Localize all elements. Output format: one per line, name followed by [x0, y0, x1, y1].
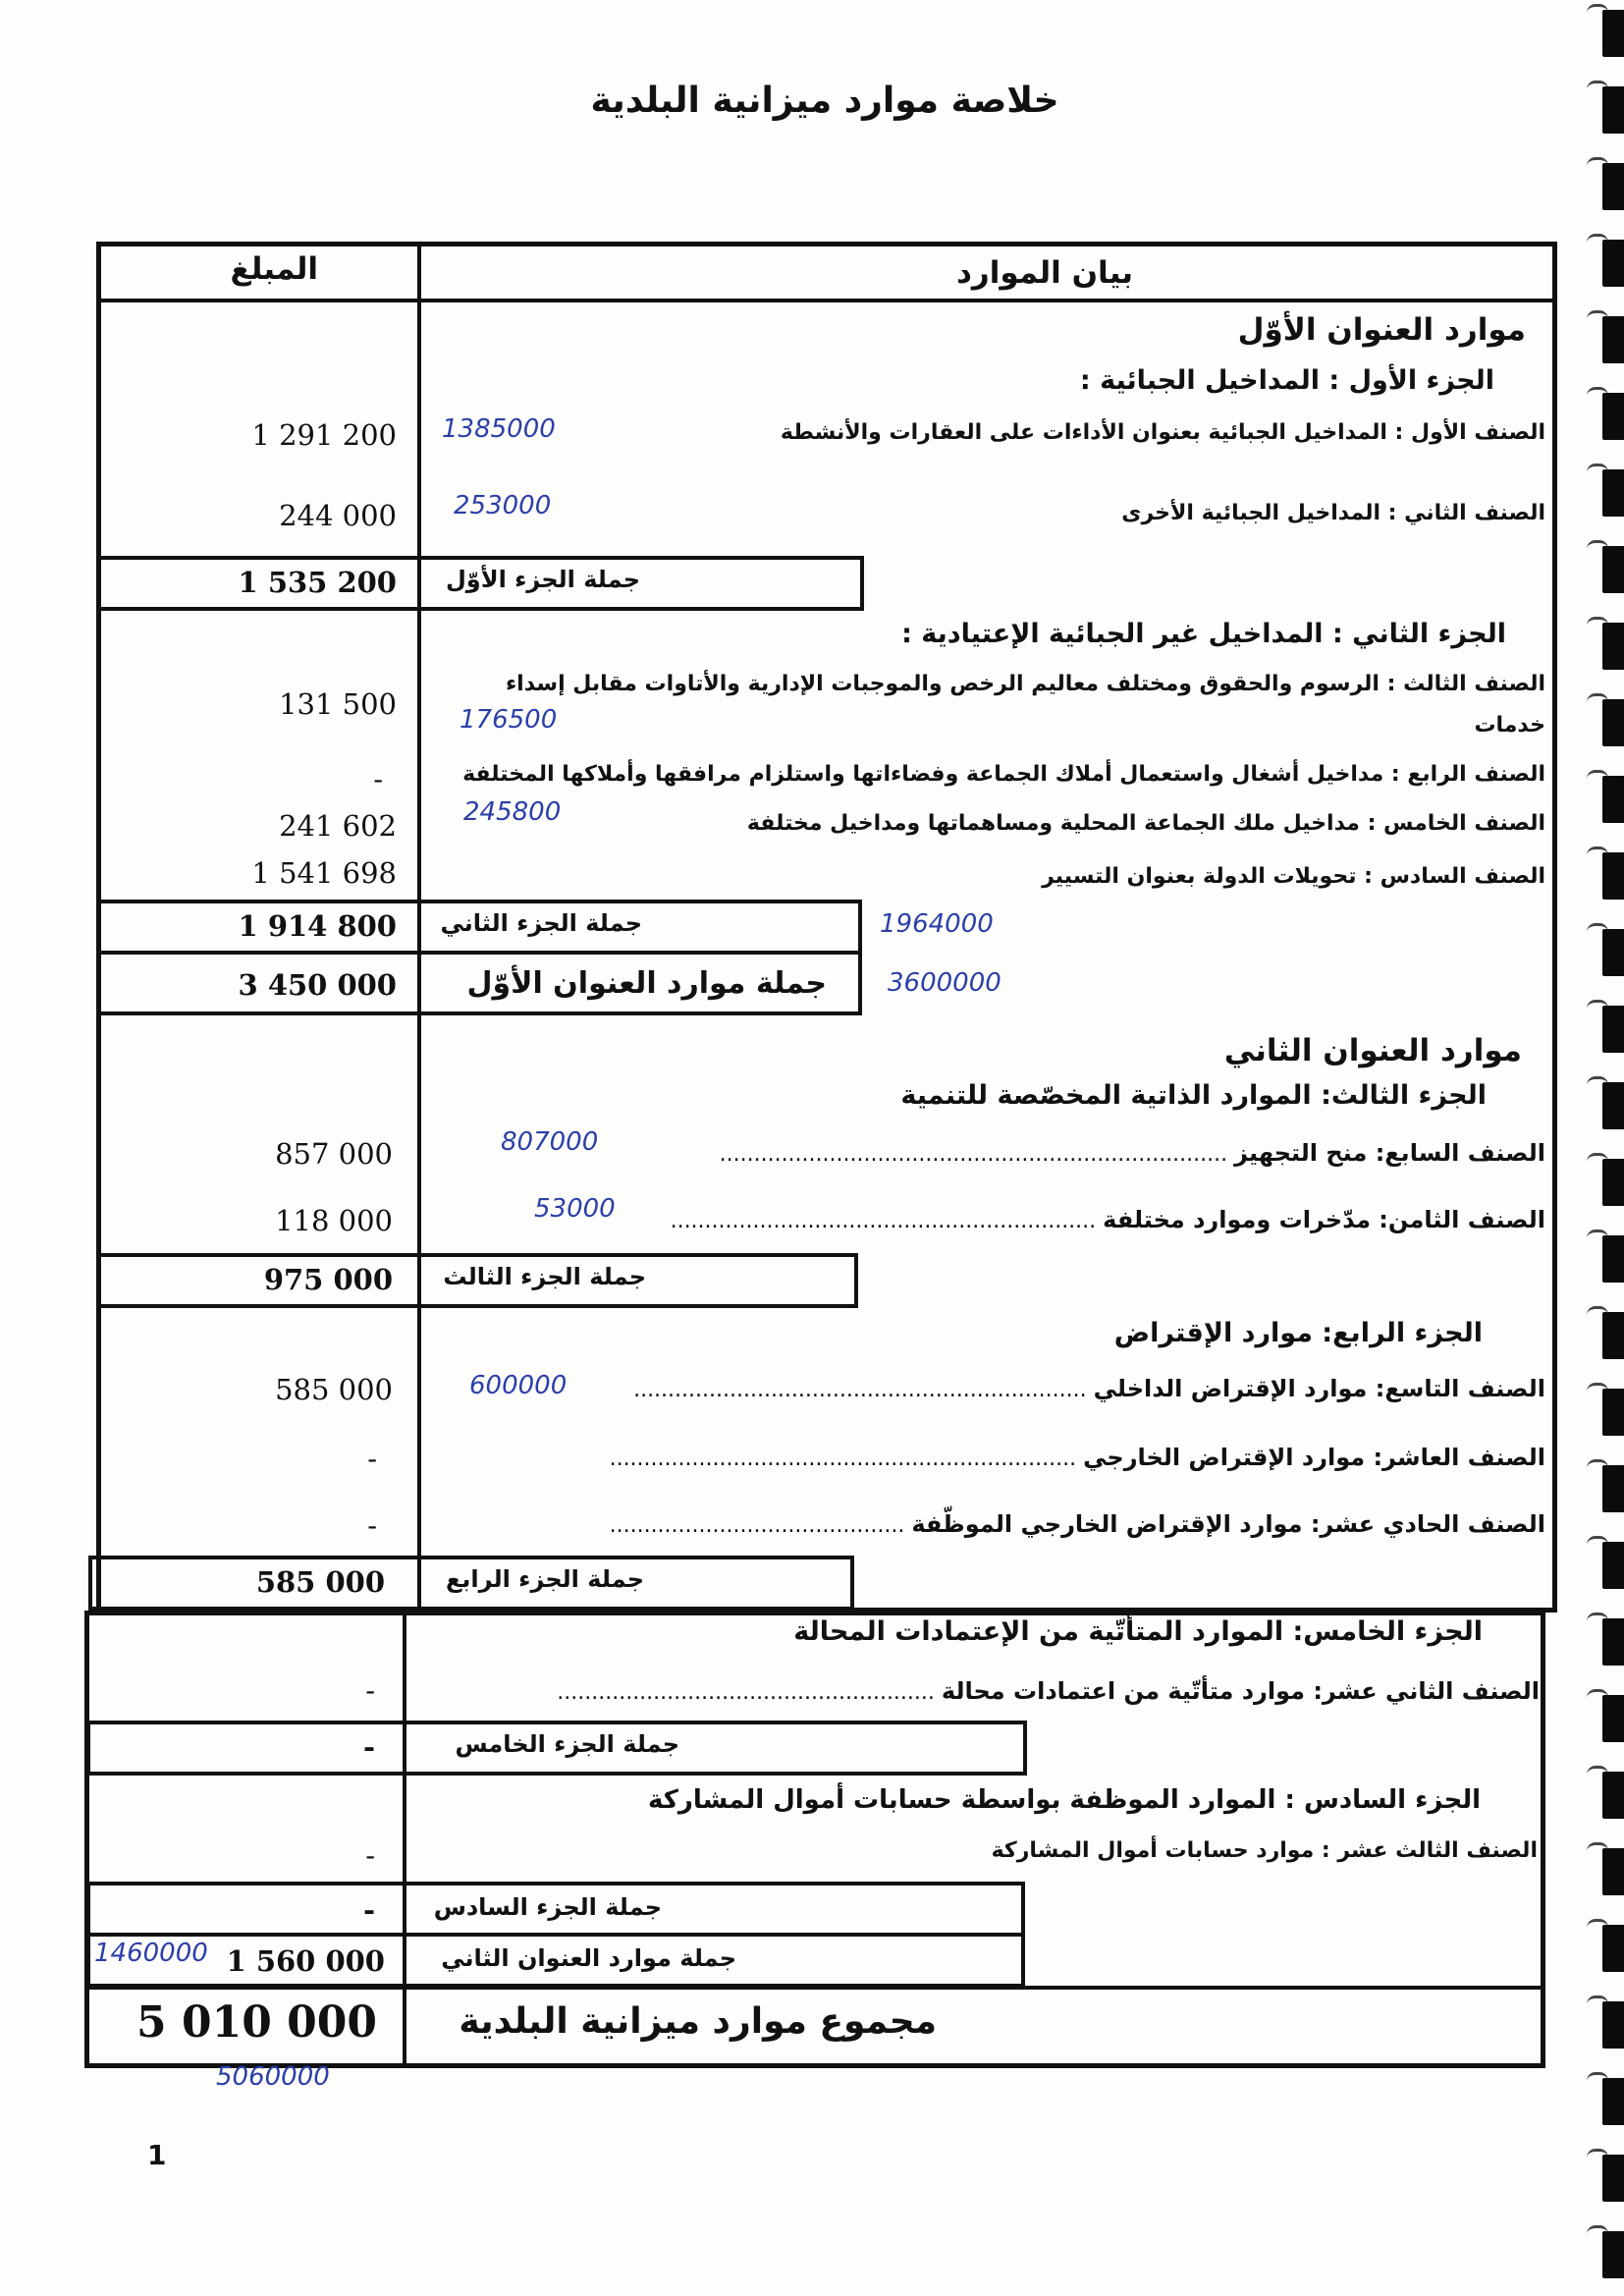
binding-wire: [1587, 1689, 1608, 1698]
class7-handwritten: 807000: [501, 1127, 599, 1157]
class7-leader-dots: ..........................................................................: [719, 1142, 1228, 1167]
part2-heading: الجزء الثاني : المداخيل غير الجبائية الإعتيادية :: [901, 619, 1506, 649]
binding-hole: [1602, 546, 1624, 593]
class12-amount: -: [365, 1673, 375, 1707]
class10-label: الصنف العاشر: موارد الإقتراض الخارجي: [1083, 1444, 1545, 1471]
title2-total-amount: 1 560 000: [226, 1944, 385, 1978]
part4-total-amount: 585 000: [255, 1565, 385, 1599]
class9-row: [633, 1375, 1545, 1402]
grand-total-label: مجموع موارد ميزانية البلدية: [459, 2001, 937, 2042]
title2-total-label: جملة موارد العنوان الثاني: [441, 1944, 736, 1972]
class2-amount: 244 000: [279, 499, 397, 532]
part4-heading: الجزء الرابع: موارد الإقتراض: [1113, 1318, 1483, 1348]
page-title: خلاصة موارد ميزانية البلدية: [590, 81, 1059, 121]
binding-hole: [1602, 469, 1624, 517]
binding-hole: [1602, 1082, 1624, 1129]
binding-wire: [1587, 2225, 1608, 2234]
class8-amount: 118 000: [275, 1204, 393, 1237]
title1-total-label: جملة موارد العنوان الأوّل: [466, 966, 827, 1001]
binding-hole: [1602, 1389, 1624, 1436]
part2-total-amount: 1 914 800: [238, 909, 397, 943]
title2-heading: موارد العنوان الثاني: [1223, 1033, 1522, 1068]
class8-row: [671, 1206, 1545, 1233]
column-header-description: بيان الموارد: [955, 255, 1133, 291]
binding-wire: [1587, 2072, 1608, 2081]
class10-amount: -: [367, 1442, 377, 1475]
class11-row: [610, 1510, 1545, 1538]
binding-wire: [1587, 1153, 1608, 1162]
class1-handwritten: 1385000: [442, 414, 556, 444]
binding-wire: [1587, 387, 1608, 396]
class2-label: الصنف الثاني : المداخيل الجبائية الأخرى: [1121, 501, 1545, 525]
column-divider: [403, 1611, 406, 2064]
part4-total-label: جملة الجزء الرابع: [446, 1565, 644, 1593]
page-number: 1: [147, 2139, 167, 2171]
binding-wire: [1587, 1842, 1608, 1851]
header-divider: [98, 299, 1555, 302]
class2-handwritten: 253000: [454, 491, 552, 520]
class1-label: الصنف الأول : المداخيل الجبائية بعنوان الأداءات على العقارات والأنشطة: [780, 420, 1545, 445]
binding-hole: [1602, 2155, 1624, 2202]
grand-total-amount: 5 010 000: [136, 1997, 377, 2048]
binding-hole: [1602, 1618, 1624, 1666]
binding-hole: [1602, 1312, 1624, 1359]
binding-hole: [1602, 852, 1624, 900]
binding-wire: [1587, 1306, 1608, 1315]
class8-handwritten: 53000: [534, 1194, 616, 1224]
part1-total-label: جملة الجزء الأوّل: [445, 566, 640, 593]
class13-amount: -: [365, 1838, 375, 1872]
binding-wire: [1587, 770, 1608, 779]
binding-wire: [1587, 1459, 1608, 1468]
part1-total-amount: 1 535 200: [238, 566, 397, 599]
binding-wire: [1587, 310, 1608, 319]
class5-amount: 241 602: [279, 809, 397, 843]
class12-row: [557, 1677, 1540, 1705]
binding-wire: [1587, 157, 1608, 166]
class9-leader-dots: ..................................................................: [633, 1378, 1087, 1402]
part6-total-label: جملة الجزء السادس: [433, 1893, 662, 1921]
binding-hole: [1602, 163, 1624, 210]
title2-total-handwritten: 1460000: [94, 1939, 208, 1968]
binding-hole: [1602, 10, 1624, 57]
binding-wire: [1587, 4, 1608, 13]
binding-hole: [1602, 2231, 1624, 2278]
binding-wire: [1587, 847, 1608, 855]
part6-total-divider: [88, 1933, 1023, 1937]
title1-total-amount: 3 450 000: [238, 968, 397, 1002]
binding-wire: [1587, 2149, 1608, 2158]
class8-label: الصنف الثامن: مدّخرات وموارد مختلفة: [1103, 1206, 1545, 1233]
class3-label-line1: الصنف الثالث : الرسوم والحقوق ومختلف معاليم الرخص والموجبات الإدارية والأتاوات مقابل إسداء: [505, 672, 1545, 696]
grand-total-handwritten: 5060000: [216, 2062, 330, 2092]
binding-hole: [1602, 240, 1624, 287]
class4-label: الصنف الرابع : مداخيل أشغال واستعمال أملاك الجماعة وفضاءاتها واستلزام مرافقها وأملاكها المختلفة: [462, 762, 1545, 787]
binding-wire: [1587, 1000, 1608, 1009]
part6-heading: الجزء السادس : الموارد الموظفة بواسطة حسابات أموال المشاركة: [647, 1785, 1481, 1815]
part2-total-handwritten: 1964000: [880, 909, 994, 939]
class9-label: الصنف التاسع: موارد الإقتراض الداخلي: [1093, 1375, 1545, 1402]
binding-wire: [1587, 1613, 1608, 1621]
binding-wire: [1587, 1383, 1608, 1392]
binding-wire: [1587, 1230, 1608, 1238]
binding-hole: [1602, 1542, 1624, 1589]
part2-total-label: جملة الجزء الثاني: [440, 909, 642, 937]
binding-hole: [1602, 699, 1624, 746]
class11-leader-dots: ...........................................: [609, 1513, 905, 1538]
binding-wire: [1587, 234, 1608, 243]
binding-hole: [1602, 1695, 1624, 1742]
class8-leader-dots: ..............................................................: [670, 1209, 1097, 1233]
binding-hole: [1602, 1848, 1624, 1895]
class11-amount: -: [367, 1508, 377, 1542]
class7-amount: 857 000: [275, 1137, 393, 1171]
binding-hole: [1602, 776, 1624, 823]
binding-hole: [1602, 2078, 1624, 2125]
binding-wire: [1587, 464, 1608, 472]
class3-label-line2: خدمات: [1474, 713, 1545, 738]
part6-total-amount: -: [362, 1893, 375, 1927]
part5-heading: الجزء الخامس: الموارد المتأتّية من الإعتمادات المحالة: [793, 1616, 1483, 1647]
class4-amount: -: [373, 762, 383, 795]
class3-amount: 131 500: [279, 687, 397, 721]
part3-total-label: جملة الجزء الثالث: [443, 1263, 646, 1290]
class11-label: الصنف الحادي عشر: موارد الإقتراض الخارجي الموظّفة: [911, 1510, 1545, 1538]
binding-hole: [1602, 623, 1624, 670]
class6-label: الصنف السادس : تحويلات الدولة بعنوان التسيير: [1042, 864, 1545, 889]
binding-hole: [1602, 1235, 1624, 1283]
column-header-amount: المبلغ: [230, 251, 318, 287]
class1-amount: 1 291 200: [251, 418, 397, 452]
class9-amount: 585 000: [275, 1373, 393, 1406]
title1-heading: موارد العنوان الأوّل: [1237, 312, 1526, 348]
binding-wire: [1587, 1995, 1608, 2004]
binding-wire: [1587, 1766, 1608, 1775]
class7-label: الصنف السابع: منح التجهيز: [1234, 1139, 1545, 1167]
part3-total-amount: 975 000: [263, 1263, 393, 1296]
binding-hole: [1602, 1925, 1624, 1972]
binding-hole: [1602, 1772, 1624, 1819]
title1-total-handwritten: 3600000: [888, 968, 1001, 998]
class10-leader-dots: ....................................................................: [609, 1447, 1077, 1471]
class12-leader-dots: .......................................................: [557, 1680, 935, 1705]
part1-heading: الجزء الأول : المداخيل الجبائية :: [1079, 365, 1494, 396]
class13-label: الصنف الثالث عشر : موارد حسابات أموال المشاركة: [991, 1838, 1538, 1863]
binding-wire: [1587, 617, 1608, 626]
binding-hole: [1602, 1006, 1624, 1053]
class5-label: الصنف الخامس : مداخيل ملك الجماعة المحلية ومساهماتها ومداخيل مختلفة: [746, 811, 1545, 836]
class5-handwritten: 245800: [463, 797, 562, 827]
binding-hole: [1602, 393, 1624, 440]
binding-wire: [1587, 693, 1608, 702]
class10-row: [610, 1444, 1545, 1471]
class7-row: [720, 1139, 1545, 1167]
part5-total-amount: -: [362, 1730, 375, 1764]
binding-wire: [1587, 81, 1608, 89]
binding-hole: [1602, 1465, 1624, 1512]
class6-amount: 1 541 698: [251, 856, 397, 890]
binding-hole: [1602, 86, 1624, 134]
binding-hole: [1602, 929, 1624, 976]
binding-wire: [1587, 540, 1608, 549]
binding-hole: [1602, 316, 1624, 363]
binding-wire: [1587, 923, 1608, 932]
spiral-binding: [1585, 0, 1624, 2296]
binding-hole: [1602, 2001, 1624, 2049]
binding-hole: [1602, 1159, 1624, 1206]
part3-heading: الجزء الثالث: الموارد الذاتية المخصّصة للتنمية: [900, 1080, 1487, 1111]
binding-wire: [1587, 1919, 1608, 1928]
class9-handwritten: 600000: [469, 1371, 568, 1400]
binding-wire: [1587, 1536, 1608, 1545]
class3-handwritten: 176500: [460, 705, 558, 735]
binding-wire: [1587, 1076, 1608, 1085]
class12-label: الصنف الثاني عشر: موارد متأتّية من اعتمادات محالة: [941, 1677, 1540, 1705]
part5-total-label: جملة الجزء الخامس: [455, 1730, 679, 1758]
